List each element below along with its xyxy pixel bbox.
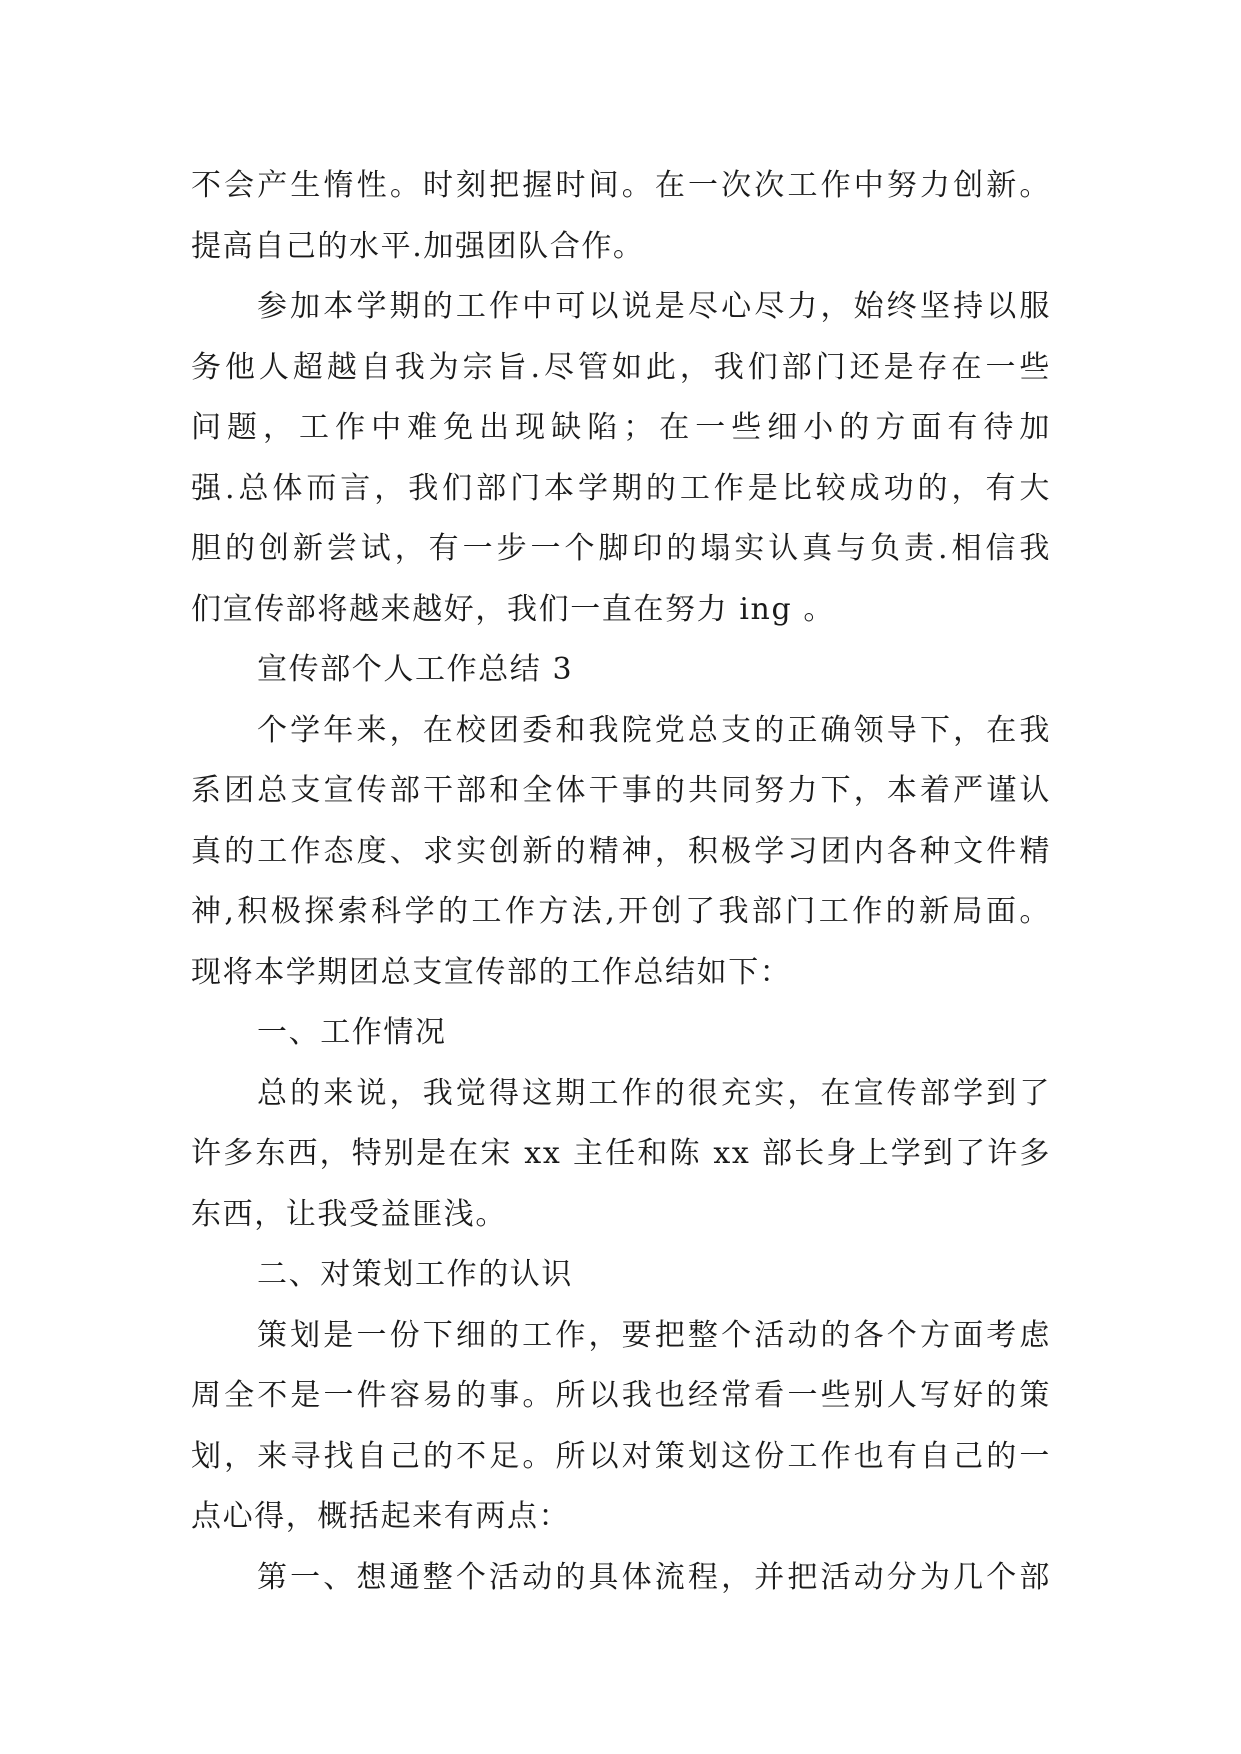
text-line: 划，来寻找自己的不足。所以对策划这份工作也有自己的一	[191, 1438, 1051, 1474]
text-line: 点心得，概括起来有两点：	[191, 1499, 571, 1534]
document-body	[191, 156, 1051, 1608]
section-title: 宣传部个人工作总结 3	[257, 652, 574, 687]
text-line: 现将本学期团总支宣传部的工作总结如下：	[191, 954, 792, 990]
section-heading: 二、对策划工作的认识	[257, 1257, 573, 1292]
paragraph-start-line: 策划是一份下细的工作，要把整个活动的各个方面考虑	[257, 1317, 1051, 1353]
text-line: 神,积极探索科学的工作方法,开创了我部门工作的新局面。	[191, 894, 1051, 929]
text-line: 许多东西，特别是在宋 xx 主任和陈 xx 部长身上学到了许多	[191, 1136, 1051, 1171]
text-line: 强.总体而言，我们部门本学期的工作是比较成功的，有大	[191, 470, 1051, 506]
text-line: 周全不是一件容易的事。所以我也经常看一些别人写好的策	[191, 1378, 1051, 1413]
text-line: 系团总支宣传部干部和全体干事的共同努力下，本着严谨认	[191, 773, 1051, 808]
text-line: 提高自己的水平.加强团队合作。	[191, 228, 645, 264]
text-line: 们宣传部将越来越好，我们一直在努力 ing 。	[191, 591, 835, 627]
paragraph-start-line: 个学年来，在校团委和我院党总支的正确领导下，在我	[257, 712, 1051, 748]
paragraph-start-line: 第一、想通整个活动的具体流程，并把活动分为几个部	[257, 1559, 1051, 1595]
text-line: 胆的创新尝试，有一步一个脚印的塌实认真与负责.相信我	[191, 531, 1051, 566]
text-line: 东西，让我受益匪浅。	[191, 1196, 507, 1232]
section-heading: 一、工作情况	[257, 1015, 447, 1050]
text-line: 问题，工作中难免出现缺陷；在一些细小的方面有待加	[191, 410, 1051, 445]
paragraph-start-line: 总的来说，我觉得这期工作的很充实，在宣传部学到了	[257, 1075, 1051, 1111]
text-line: 不会产生惰性。时刻把握时间。在一次次工作中努力创新。	[191, 168, 1051, 203]
paragraph-start-line: 参加本学期的工作中可以说是尽心尽力，始终坚持以服	[257, 289, 1051, 324]
text-line: 务他人超越自我为宗旨.尽管如此，我们部门还是存在一些	[191, 349, 1051, 385]
text-line: 真的工作态度、求实创新的精神，积极学习团内各种文件精	[191, 833, 1051, 869]
